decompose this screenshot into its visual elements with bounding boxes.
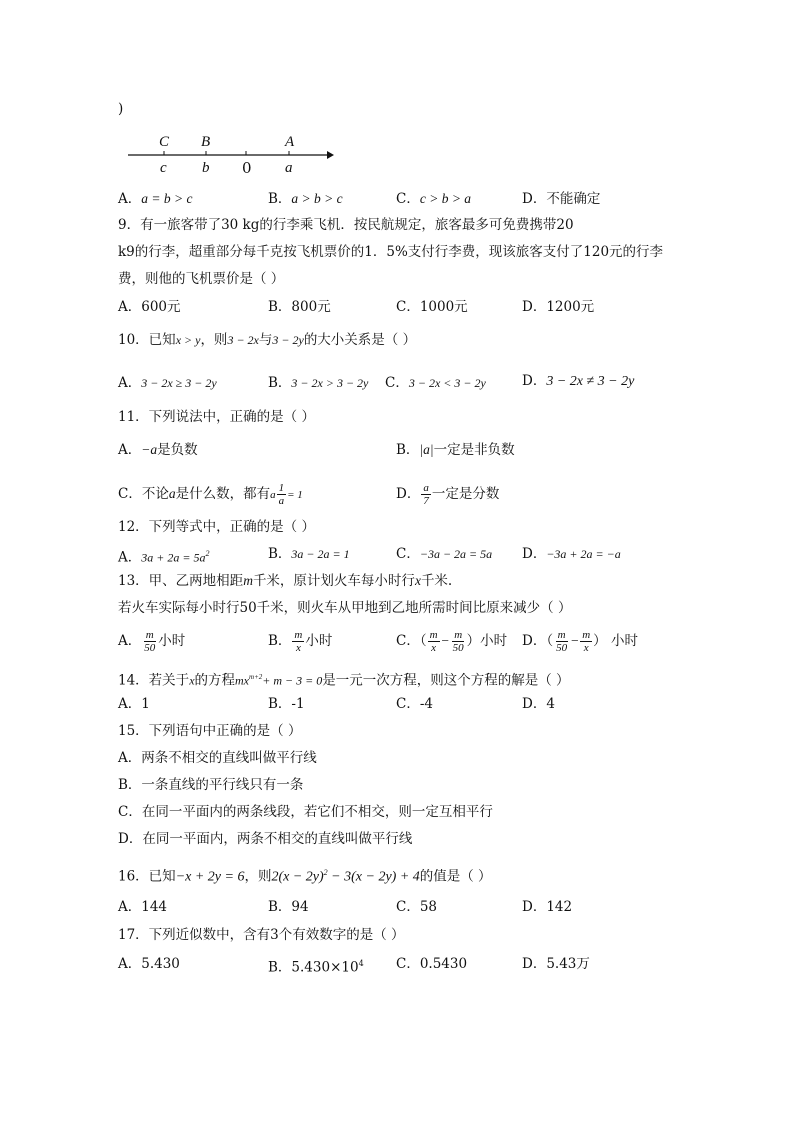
stem-text: ，则: [244, 868, 272, 885]
q10-option-d[interactable]: [522, 372, 634, 391]
fraction-denominator: x: [583, 642, 589, 654]
q17-stem: 17．下列近似数中，含有3个有效数字的是（ ）: [118, 927, 405, 943]
fraction-numerator: m: [582, 629, 591, 641]
option-label: B．: [396, 442, 420, 458]
stem-text: 是一元一次方程，则这个方程的解是（ ）: [322, 672, 570, 689]
point-label-A: A: [285, 134, 295, 150]
q11-option-b[interactable]: [396, 441, 515, 459]
option-math: 3 − 2x > 3 − 2y: [291, 376, 369, 390]
q13-option-d[interactable]: [522, 629, 638, 654]
value-label-a: a: [285, 160, 293, 176]
q13-option-b[interactable]: [268, 629, 332, 654]
option-label: A．: [118, 633, 142, 649]
stem-text: 的大小关系是（ ）: [303, 332, 417, 348]
q11-option-c[interactable]: [118, 482, 303, 507]
q16-option-d[interactable]: D．142: [522, 899, 573, 915]
option-label: D．: [396, 486, 421, 502]
option-label: B．: [268, 375, 292, 391]
minus-sign: −: [570, 633, 580, 648]
option-label: B．: [268, 633, 292, 649]
q13-option-c[interactable]: [396, 629, 507, 654]
expression-math: − 3(x − 2y) + 4: [327, 869, 420, 885]
stem-text: ，则: [200, 332, 228, 348]
fraction-denominator: a: [278, 495, 285, 507]
fraction: [292, 629, 304, 654]
option-math: a > b > c: [291, 191, 343, 206]
q17-option-c[interactable]: C．0.5430: [396, 956, 468, 972]
fraction-numerator: a: [423, 482, 429, 494]
q10-stem: [118, 331, 416, 349]
fraction: [421, 482, 431, 507]
q12-option-a[interactable]: [118, 545, 209, 567]
q14-option-b[interactable]: B．-1: [268, 696, 305, 712]
option-label: A．: [118, 549, 142, 566]
option-label: A．: [118, 442, 142, 458]
continuation-paren: ): [118, 101, 124, 117]
fraction: [277, 482, 287, 507]
option-label: C．（: [396, 633, 427, 649]
option-label: C．: [385, 375, 409, 391]
option-label: A．: [118, 191, 142, 207]
q16-option-a[interactable]: A．144: [118, 899, 168, 915]
option-text: ） 小时: [593, 633, 638, 649]
variable: x: [414, 573, 421, 588]
q11-stem: 11．下列说法中，正确的是（ ）: [118, 409, 315, 425]
option-text: 是什么数，都有: [175, 486, 271, 502]
option-text: 一定是非负数: [433, 442, 515, 458]
q9-option-b[interactable]: B．800元: [268, 299, 331, 315]
stem-text: 14．若关于: [118, 672, 190, 689]
option-math: = 1: [287, 489, 303, 501]
option-math: 3a − 2a = 1: [291, 547, 350, 561]
option-label: B．: [268, 191, 292, 207]
option-label: A．: [118, 375, 142, 391]
q8-option-c[interactable]: [396, 190, 471, 208]
q9-stem-line2: k9的行李，超重部分每千克按飞机票价的1．5%支付行李费，现该旅客支付了120元的行李: [118, 244, 664, 260]
q14-stem: [118, 668, 570, 690]
stem-text: 10．已知: [118, 332, 176, 348]
value-label-c: c: [160, 160, 167, 176]
q9-stem-line3: 费，则他的飞机票价是（ ）: [118, 271, 285, 287]
condition-math: x > y: [175, 333, 201, 347]
option-label: B．: [268, 546, 292, 562]
fraction: [451, 629, 466, 654]
q15-option-b[interactable]: B．一条直线的平行线只有一条: [118, 777, 304, 793]
q9-option-d[interactable]: D．1200元: [522, 299, 595, 315]
fraction-denominator: 50: [144, 642, 156, 654]
fraction-numerator: m: [294, 629, 303, 641]
fraction-numerator: m: [429, 629, 438, 641]
option-text: 是负数: [157, 442, 198, 458]
q15-option-a[interactable]: A．两条不相交的直线叫做平行线: [118, 750, 317, 766]
expression-math: 3 − 2x: [227, 333, 259, 347]
equation-math: mx: [235, 673, 250, 688]
fraction-denominator: 50: [556, 642, 568, 654]
option-text: 小时: [305, 633, 333, 649]
fraction-denominator: 50: [452, 642, 464, 654]
variable: m: [243, 573, 253, 588]
q11-option-a[interactable]: [118, 441, 198, 459]
fraction-numerator: m: [145, 629, 154, 641]
exponent: 4: [358, 959, 364, 968]
q13-stem-line2: 若火车实际每小时行50千米，则火车从甲地到乙地所需时间比原来减少（ ）: [118, 600, 572, 616]
q8-option-a[interactable]: [118, 190, 192, 208]
q12-option-c[interactable]: [396, 545, 492, 563]
q12-option-d[interactable]: [522, 545, 621, 563]
fraction-denominator: x: [295, 642, 301, 654]
option-label: D．: [522, 546, 547, 562]
exponent: 2: [205, 549, 210, 558]
point-label-B: B: [201, 134, 211, 150]
q15-option-d[interactable]: D．在同一平面内，两条不相交的直线叫做平行线: [118, 831, 413, 847]
q12-option-b[interactable]: [268, 545, 350, 563]
exponent: m+2: [249, 673, 263, 681]
option-label: C．不论: [118, 486, 169, 502]
q8-option-d[interactable]: D．不能确定: [522, 191, 601, 207]
q17-option-d[interactable]: D．5.43万: [522, 956, 590, 972]
arrow-head-icon: [327, 151, 334, 159]
q12-stem: 12．下列等式中，正确的是（ ）: [118, 519, 315, 535]
option-math: −a: [141, 442, 158, 457]
option-math: 3a + 2a = 5a: [141, 550, 206, 565]
fraction-denominator: x: [431, 642, 437, 654]
stem-text: 16．已知: [118, 868, 176, 885]
fraction-denominator: 7: [423, 495, 429, 507]
fraction: [142, 629, 157, 654]
equation-math: + m − 3 = 0: [262, 673, 323, 688]
q16-option-b[interactable]: B．94: [268, 899, 309, 915]
expression-math: 2(x − 2y): [271, 869, 324, 885]
variable: x: [189, 673, 195, 688]
option-math: c > b > a: [419, 191, 472, 206]
q16-stem: [118, 864, 492, 887]
q9-option-a[interactable]: A．600元: [118, 299, 181, 315]
option-math: 3 − 2x < 3 − 2y: [408, 376, 486, 390]
fraction-numerator: 1: [278, 482, 285, 494]
exponent: 2: [323, 868, 328, 877]
fraction-numerator: m: [454, 629, 463, 641]
option-label: C．: [396, 546, 420, 562]
option-text: 一定是分数: [431, 486, 500, 502]
q17-option-b[interactable]: [268, 955, 364, 977]
value-label-b: b: [202, 160, 210, 176]
option-math: −3a + 2a = −a: [546, 547, 621, 561]
q15-stem: 15．下列语句中正确的是（ ）: [118, 723, 302, 739]
number-line-figure: [122, 130, 342, 180]
q14-option-d[interactable]: D．4: [522, 696, 555, 712]
option-text: ）小时: [466, 633, 508, 649]
stem-text: 的值是（ ）: [419, 868, 492, 885]
q13-stem-line1: [118, 572, 452, 590]
condition-math: −x + 2y = 6: [175, 869, 245, 885]
minus-sign: −: [440, 633, 450, 648]
stem-text: 千米，原计划火车每小时行: [252, 573, 415, 589]
fraction: [580, 629, 592, 654]
fraction: [554, 629, 569, 654]
q10-option-b[interactable]: [268, 374, 368, 392]
q14-option-c[interactable]: C．-4: [396, 696, 433, 712]
option-label: D．: [522, 373, 547, 389]
q9-option-c[interactable]: C．1000元: [396, 299, 468, 315]
q9-stem-line1: 9．有一旅客带了30 kg的行李乘飞机．按民航规定，旅客最多可免费携带20: [118, 217, 574, 233]
stem-text: 的方程: [194, 672, 236, 689]
option-math: −3a − 2a = 5a: [419, 547, 493, 561]
option-math: 3 − 2x ≠ 3 − 2y: [546, 374, 635, 389]
option-math: a = b > c: [141, 191, 193, 206]
option-label: D．（: [522, 633, 554, 649]
q13-option-a[interactable]: [118, 629, 185, 654]
option-math: a: [270, 489, 276, 501]
option-math: a: [168, 486, 176, 501]
value-label-zero: 0: [242, 159, 252, 177]
option-label: C．: [396, 191, 420, 207]
option-math: |a|: [419, 442, 434, 457]
q10-option-a[interactable]: [118, 374, 217, 392]
expression-math: 3 − 2y: [272, 333, 304, 347]
fraction: [428, 629, 440, 654]
option-text: 小时: [158, 633, 186, 649]
q17-option-a[interactable]: A．5.430: [118, 956, 180, 972]
q14-option-a[interactable]: A．1: [118, 696, 150, 712]
fraction-numerator: m: [557, 629, 566, 641]
point-label-C: C: [159, 134, 170, 150]
q10-option-c[interactable]: [385, 374, 486, 392]
stem-text: 与: [258, 332, 273, 348]
option-text: B．5.430×10: [268, 959, 359, 976]
stem-text: 千米.: [420, 573, 453, 589]
q16-option-c[interactable]: C．58: [396, 899, 438, 915]
q11-option-d[interactable]: [396, 482, 499, 507]
option-math: 3 − 2x ≥ 3 − 2y: [141, 376, 217, 390]
q15-option-c[interactable]: C．在同一平面内的两条线段，若它们不相交，则一定互相平行: [118, 804, 493, 820]
stem-text: 13．甲、乙两地相距: [118, 573, 244, 589]
q8-option-b[interactable]: [268, 190, 343, 208]
